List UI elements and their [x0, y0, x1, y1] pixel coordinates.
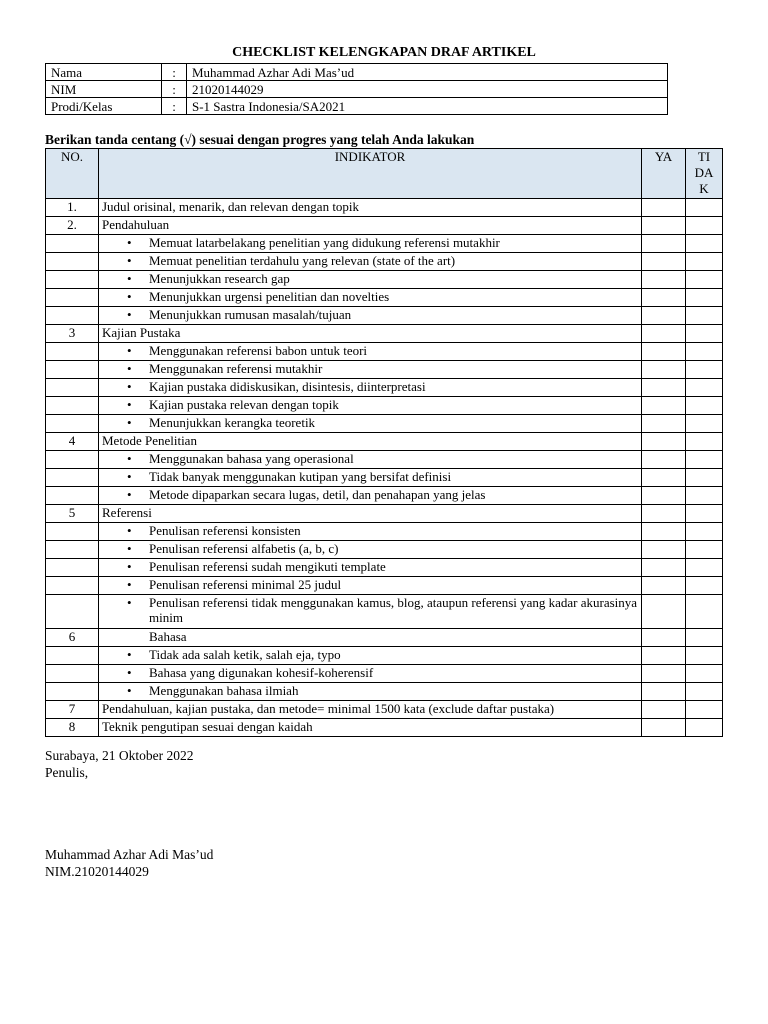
- checkbox-cell-ya[interactable]: [642, 541, 686, 559]
- indicator-subitem: [99, 343, 642, 361]
- checkbox-cell-ya[interactable]: [642, 253, 686, 271]
- row-number: [46, 665, 99, 683]
- indicator-text: Tidak banyak menggunakan kutipan yang bersifat definisi: [149, 469, 452, 484]
- indicator-subitem: [99, 559, 642, 577]
- table-row: [46, 665, 723, 683]
- indicator-subitem: [99, 415, 642, 433]
- indicator-text: Menunjukkan urgensi penelitian dan novelties: [149, 289, 390, 304]
- bullet-icon: •: [127, 487, 132, 502]
- info-row: [46, 64, 668, 81]
- indicator-text: Metode dipaparkan secara lugas, detil, dan penahapan yang jelas: [149, 487, 486, 502]
- indicator-subitem: [99, 379, 642, 397]
- indicator-subitem: [99, 683, 642, 701]
- table-row: [46, 379, 723, 397]
- info-value: 21020144029: [187, 81, 668, 98]
- bullet-icon: •: [127, 683, 132, 698]
- bullet-icon: •: [127, 307, 132, 322]
- checkbox-cell-tidak[interactable]: [686, 307, 723, 325]
- indicator-text: Menggunakan bahasa ilmiah: [149, 683, 299, 698]
- checkbox-cell-ya[interactable]: [642, 325, 686, 343]
- indicator-text: Menggunakan referensi babon untuk teori: [149, 343, 368, 358]
- bullet-icon: •: [127, 361, 132, 376]
- indicator-subitem: [99, 487, 642, 505]
- checkbox-cell-tidak[interactable]: [686, 433, 723, 451]
- row-number: [46, 397, 99, 415]
- checkbox-cell-tidak[interactable]: [686, 253, 723, 271]
- checkbox-cell-tidak[interactable]: [686, 577, 723, 595]
- checkbox-cell-tidak[interactable]: [686, 505, 723, 523]
- indicator-text: Kajian pustaka didiskusikan, disintesis, diinterpretasi: [149, 379, 426, 394]
- checkbox-cell-ya[interactable]: [642, 379, 686, 397]
- indicator-text: Penulisan referensi minimal 25 judul: [149, 577, 342, 592]
- row-number: [46, 523, 99, 541]
- indicator-subitem: [99, 577, 642, 595]
- checkbox-cell-ya[interactable]: [642, 199, 686, 217]
- header-no: NO.: [46, 149, 99, 199]
- indicator-text: Kajian pustaka relevan dengan topik: [149, 397, 339, 412]
- indicator-text: Menunjukkan rumusan masalah/tujuan: [149, 307, 352, 322]
- row-number: 4: [46, 433, 99, 451]
- row-number: [46, 451, 99, 469]
- checkbox-cell-tidak[interactable]: [686, 647, 723, 665]
- indicator-subitem: [99, 397, 642, 415]
- table-row: [46, 559, 723, 577]
- row-number: 3: [46, 325, 99, 343]
- info-row: [46, 81, 668, 98]
- info-row: [46, 98, 668, 115]
- checkbox-cell-tidak[interactable]: [686, 217, 723, 235]
- row-number: [46, 415, 99, 433]
- bullet-icon: •: [127, 647, 132, 662]
- indicator-heading: Kajian Pustaka: [99, 325, 642, 343]
- indicator-heading: Judul orisinal, menarik, dan relevan dengan topik: [99, 199, 642, 217]
- row-number: [46, 487, 99, 505]
- indicator-subitem: [99, 235, 642, 253]
- table-row: [46, 541, 723, 559]
- table-row: [46, 451, 723, 469]
- bullet-icon: •: [127, 415, 132, 430]
- bullet-icon: •: [127, 379, 132, 394]
- checkbox-cell-tidak[interactable]: [686, 683, 723, 701]
- row-number: [46, 307, 99, 325]
- checkbox-cell-tidak[interactable]: [686, 559, 723, 577]
- row-number: [46, 647, 99, 665]
- indicator-text: Bahasa yang digunakan kohesif-koherensif: [149, 665, 374, 680]
- checkbox-cell-ya[interactable]: [642, 343, 686, 361]
- checkbox-cell-ya[interactable]: [642, 487, 686, 505]
- checkbox-cell-tidak[interactable]: [686, 451, 723, 469]
- checkbox-cell-ya[interactable]: [642, 647, 686, 665]
- indicator-text: Penulisan referensi sudah mengikuti template: [149, 559, 386, 574]
- table-row: [46, 505, 723, 523]
- indicator-subitem: [99, 647, 642, 665]
- indicator-subitem: [99, 271, 642, 289]
- checkbox-cell-tidak[interactable]: [686, 469, 723, 487]
- row-number: [46, 379, 99, 397]
- table-row: [46, 343, 723, 361]
- table-row: [46, 325, 723, 343]
- info-value: S-1 Sastra Indonesia/SA2021: [187, 98, 668, 115]
- place-date: Surabaya, 21 Oktober 2022: [45, 748, 194, 763]
- indicator-heading: Bahasa: [99, 629, 642, 647]
- table-row: [46, 415, 723, 433]
- table-row: [46, 523, 723, 541]
- checkbox-cell-tidak[interactable]: [686, 343, 723, 361]
- instruction-text: Berikan tanda centang (√) sesuai dengan progres yang telah Anda lakukan: [45, 132, 475, 147]
- checkbox-cell-ya[interactable]: [642, 415, 686, 433]
- checkbox-cell-tidak[interactable]: [686, 665, 723, 683]
- bullet-icon: •: [127, 253, 132, 268]
- table-row: [46, 577, 723, 595]
- checkbox-cell-ya[interactable]: [642, 505, 686, 523]
- writer-name: Muhammad Azhar Adi Mas’ud: [45, 847, 214, 862]
- bullet-icon: •: [127, 577, 132, 592]
- checkbox-cell-tidak[interactable]: [686, 415, 723, 433]
- table-row: [46, 469, 723, 487]
- checkbox-cell-tidak[interactable]: [686, 397, 723, 415]
- bullet-icon: •: [127, 289, 132, 304]
- indicator-subitem: [99, 361, 642, 379]
- checkbox-cell-tidak[interactable]: [686, 289, 723, 307]
- row-number: [46, 343, 99, 361]
- checkbox-cell-ya[interactable]: [642, 683, 686, 701]
- table-row: [46, 235, 723, 253]
- indicator-subitem: [99, 253, 642, 271]
- checkbox-cell-tidak[interactable]: [686, 325, 723, 343]
- table-row: [46, 271, 723, 289]
- row-number: 1.: [46, 199, 99, 217]
- info-label: NIM: [46, 81, 162, 98]
- table-row: [46, 361, 723, 379]
- indicator-heading: Pendahuluan: [99, 217, 642, 235]
- checkbox-cell-ya[interactable]: [642, 629, 686, 647]
- row-number: [46, 235, 99, 253]
- writer-role: Penulis,: [45, 765, 89, 780]
- indicator-heading: Metode Penelitian: [99, 433, 642, 451]
- table-header-row: [46, 149, 723, 199]
- checkbox-cell-ya[interactable]: [642, 719, 686, 737]
- indicator-subitem: [99, 289, 642, 307]
- checkbox-cell-ya[interactable]: [642, 559, 686, 577]
- writer-nim: NIM.21020144029: [45, 864, 149, 879]
- checkbox-cell-tidak[interactable]: [686, 487, 723, 505]
- table-row: [46, 683, 723, 701]
- row-number: [46, 469, 99, 487]
- table-row: [46, 397, 723, 415]
- info-sep: :: [162, 64, 187, 81]
- row-number: 8: [46, 719, 99, 737]
- indicator-subitem: [99, 665, 642, 683]
- indicator-subitem: [99, 595, 642, 629]
- bullet-icon: •: [127, 665, 132, 680]
- checkbox-cell-ya[interactable]: [642, 217, 686, 235]
- table-row: [46, 433, 723, 451]
- checkbox-cell-tidak[interactable]: [686, 235, 723, 253]
- indicator-text: Penulisan referensi alfabetis (a, b, c): [149, 541, 339, 556]
- table-row: [46, 647, 723, 665]
- row-number: 5: [46, 505, 99, 523]
- indicator-text: Menunjukkan research gap: [149, 271, 290, 286]
- row-number: [46, 577, 99, 595]
- bullet-icon: •: [127, 559, 132, 574]
- checkbox-cell-ya[interactable]: [642, 469, 686, 487]
- indicator-text: Menggunakan referensi mutakhir: [149, 361, 323, 376]
- bullet-icon: •: [127, 541, 132, 556]
- checkbox-cell-ya[interactable]: [642, 433, 686, 451]
- bullet-icon: •: [127, 235, 132, 250]
- indicator-heading: Teknik pengutipan sesuai dengan kaidah: [99, 719, 642, 737]
- checkbox-cell-ya[interactable]: [642, 271, 686, 289]
- checkbox-cell-ya[interactable]: [642, 361, 686, 379]
- bullet-icon: •: [127, 343, 132, 358]
- checkbox-cell-tidak[interactable]: [686, 701, 723, 719]
- header-indikator: INDIKATOR: [99, 149, 642, 199]
- indicator-subitem: [99, 541, 642, 559]
- indicator-text: Memuat penelitian terdahulu yang relevan (state of the art): [149, 253, 456, 268]
- checkbox-cell-tidak[interactable]: [686, 361, 723, 379]
- indicator-text: Tidak ada salah ketik, salah eja, typo: [149, 647, 341, 662]
- checkbox-cell-ya[interactable]: [642, 397, 686, 415]
- indicator-text: Memuat latarbelakang penelitian yang didukung referensi mutakhir: [149, 235, 500, 250]
- checkbox-cell-ya[interactable]: [642, 289, 686, 307]
- checkbox-cell-tidak[interactable]: [686, 541, 723, 559]
- checkbox-cell-ya[interactable]: [642, 307, 686, 325]
- checkbox-cell-tidak[interactable]: [686, 629, 723, 647]
- checkbox-cell-tidak[interactable]: [686, 719, 723, 737]
- table-row: [46, 629, 723, 647]
- checkbox-cell-ya[interactable]: [642, 595, 686, 629]
- info-label: Nama: [46, 64, 162, 81]
- checkbox-cell-ya[interactable]: [642, 451, 686, 469]
- row-number: [46, 559, 99, 577]
- row-number: 2.: [46, 217, 99, 235]
- indicator-subitem: [99, 523, 642, 541]
- row-number: [46, 361, 99, 379]
- row-number: [46, 595, 99, 629]
- row-number: [46, 271, 99, 289]
- header-ya: YA: [642, 149, 686, 199]
- table-row: [46, 307, 723, 325]
- table-row: [46, 595, 723, 629]
- checkbox-cell-ya[interactable]: [642, 665, 686, 683]
- checkbox-cell-ya[interactable]: [642, 523, 686, 541]
- bullet-icon: •: [127, 451, 132, 466]
- info-sep: :: [162, 98, 187, 115]
- checkbox-cell-tidak[interactable]: [686, 523, 723, 541]
- info-value: Muhammad Azhar Adi Mas’ud: [187, 64, 668, 81]
- row-number: 6: [46, 629, 99, 647]
- bullet-icon: •: [127, 595, 132, 610]
- header-tidak: TI DA K: [686, 149, 723, 199]
- document-title: CHECKLIST KELENGKAPAN DRAF ARTIKEL: [232, 45, 536, 60]
- indicator-subitem: [99, 307, 642, 325]
- bullet-icon: •: [127, 469, 132, 484]
- row-number: [46, 253, 99, 271]
- checkbox-cell-ya[interactable]: [642, 701, 686, 719]
- indicator-subitem: [99, 451, 642, 469]
- row-number: 7: [46, 701, 99, 719]
- row-number: [46, 289, 99, 307]
- row-number: [46, 541, 99, 559]
- table-row: [46, 199, 723, 217]
- table-row: [46, 719, 723, 737]
- indicator-heading: Referensi: [99, 505, 642, 523]
- identity-table: [45, 63, 668, 115]
- table-row: [46, 253, 723, 271]
- table-row: [46, 701, 723, 719]
- bullet-icon: •: [127, 271, 132, 286]
- row-number: [46, 683, 99, 701]
- info-sep: :: [162, 81, 187, 98]
- table-row: [46, 217, 723, 235]
- indicator-heading: Pendahuluan, kajian pustaka, dan metode= minimal 1500 kata (exclude daftar pustaka): [99, 701, 642, 719]
- bullet-icon: •: [127, 523, 132, 538]
- checkbox-cell-ya[interactable]: [642, 235, 686, 253]
- checkbox-cell-ya[interactable]: [642, 577, 686, 595]
- indicator-text: Penulisan referensi konsisten: [149, 523, 301, 538]
- checkbox-cell-tidak[interactable]: [686, 595, 723, 629]
- bullet-icon: •: [127, 397, 132, 412]
- indicator-text: Menunjukkan kerangka teoretik: [149, 415, 316, 430]
- indicator-subitem: [99, 469, 642, 487]
- table-row: [46, 487, 723, 505]
- info-label: Prodi/Kelas: [46, 98, 162, 115]
- checkbox-cell-tidak[interactable]: [686, 379, 723, 397]
- indicator-text: Menggunakan bahasa yang operasional: [149, 451, 354, 466]
- checkbox-cell-tidak[interactable]: [686, 271, 723, 289]
- checkbox-cell-tidak[interactable]: [686, 199, 723, 217]
- indicator-text: Penulisan referensi tidak menggunakan kamus, blog, ataupun referensi yang kadar akurasinya minim: [149, 595, 638, 625]
- table-row: [46, 289, 723, 307]
- checklist-table: [45, 148, 723, 737]
